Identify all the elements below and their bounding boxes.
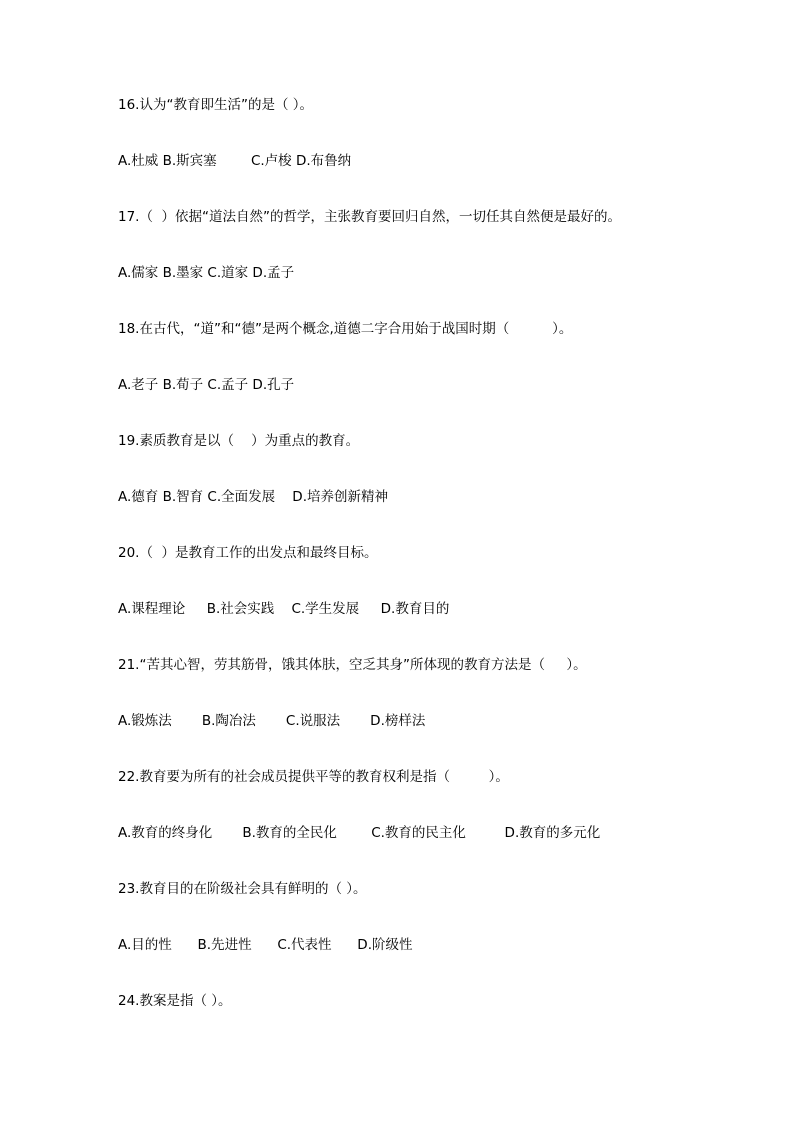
options-22: A.教育的终身化 B.教育的全民化 C.教育的民主化 D.教育的多元化 (118, 825, 601, 841)
options-20: A.课程理论 B.社会实践 C.学生发展 D.教育目的 (118, 601, 450, 617)
options-21: A.锻炼法 B.陶冶法 C.说服法 D.榜样法 (118, 713, 426, 729)
question-20: 20.（ ）是教育工作的出发点和最终目标。 (118, 545, 378, 561)
options-16: A.杜威 B.斯宾塞 C.卢梭 D.布鲁纳 (118, 153, 352, 169)
question-18: 18.在古代，“道”和“德”是两个概念,道德二字合用始于战国时期（ ）。 (118, 321, 573, 337)
question-24: 24.教案是指（ ）。 (118, 993, 232, 1009)
options-18: A.老子 B.荀子 C.孟子 D.孔子 (118, 377, 295, 393)
question-19: 19.素质教育是以（ ）为重点的教育。 (118, 433, 360, 449)
question-16: 16.认为“教育即生活”的是（ ）。 (118, 97, 313, 113)
question-22: 22.教育要为所有的社会成员提供平等的教育权利是指（ ）。 (118, 769, 509, 785)
options-17: A.儒家 B.墨家 C.道家 D.孟子 (118, 265, 295, 281)
options-19: A.德育 B.智育 C.全面发展 D.培养创新精神 (118, 489, 388, 505)
question-21: 21.“苦其心智，劳其筋骨，饿其体肤，空乏其身”所体现的教育方法是（ ）。 (118, 657, 587, 673)
question-23: 23.教育目的在阶级社会具有鲜明的（ ）。 (118, 881, 367, 897)
options-23: A.目的性 B.先进性 C.代表性 D.阶级性 (118, 937, 413, 953)
question-17: 17.（ ）依据“道法自然”的哲学，主张教育要回归自然，一切任其自然便是最好的。 (118, 209, 622, 225)
